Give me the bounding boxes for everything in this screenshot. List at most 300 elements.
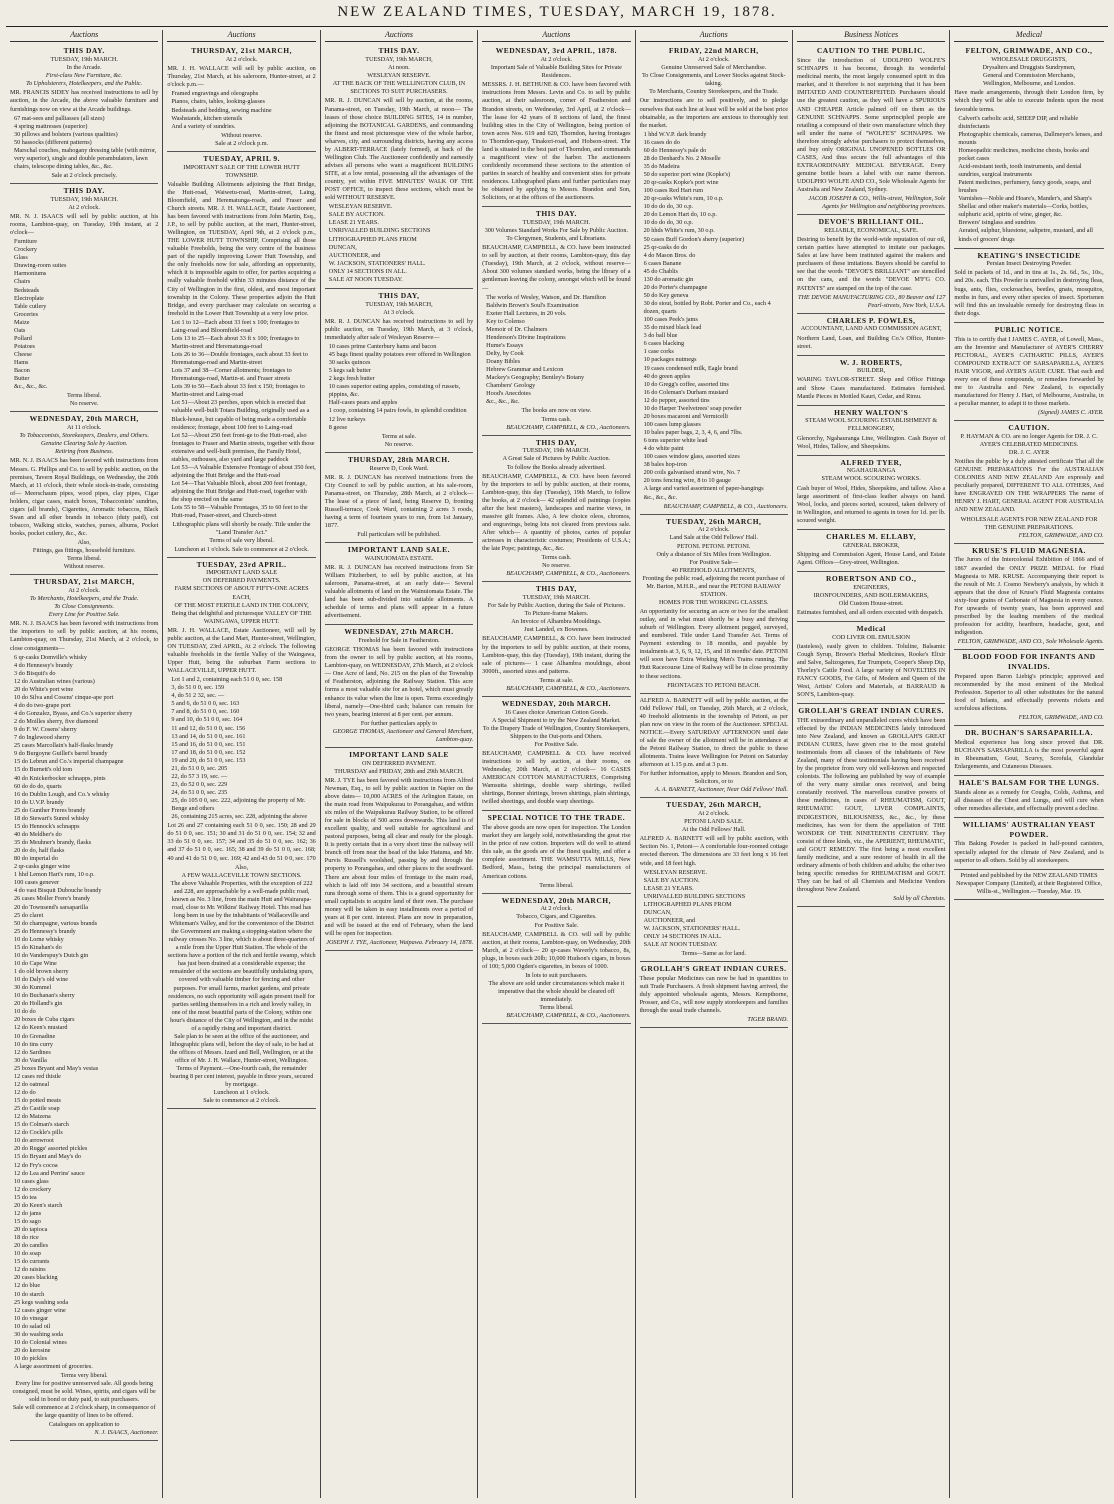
ad-heading: PETONI LAND SALE. xyxy=(684,818,744,826)
ad-heading: Only a distance of Six Miles from Wellington. xyxy=(656,550,772,558)
advertisement xyxy=(954,44,1103,248)
ad-heading: FARM SECTIONS OF ABOUT FIFTY-ONE ACRES EACH, xyxy=(174,585,309,601)
ad-item: 19 cases condensed milk, Eagle brand xyxy=(643,364,738,372)
ad-item: 40 do green apples xyxy=(643,372,691,380)
ad-footer: Terms cash. xyxy=(541,554,572,562)
ad-item: 15 do Hennock's schnapps xyxy=(14,822,80,830)
ad-signature: JACOB JOSEPH & CO., Willis-street, Wellington, Sole Agents for Wellington and neighboring provinces. xyxy=(808,195,946,211)
advertisement xyxy=(797,406,945,456)
ad-item: Delty, by Cook xyxy=(486,350,524,358)
ad-heading: COD LIVER OIL EMULSION xyxy=(832,633,911,641)
ad-footer: For further information, apply to Messrs. Brandon and Son, Solicitors, or to xyxy=(639,770,788,786)
ad-item: 24, do 51 0 0, sec. 235 xyxy=(171,789,228,797)
ad-text: The above goods are now open for inspection. The London market they are largely sold, notwithstanding the great rise in the price of raw cotton. Importers will do well to attend this sale, as the goods are of the finest quality, and offer a complete assortment. THE WAMSUTTA MILLS, New Bedford, Mass., being the principal manufacturers of American cottons. xyxy=(482,824,631,880)
ad-heading: To Picture-frame Makers. xyxy=(524,610,589,618)
column-heading: Medical xyxy=(954,30,1103,42)
ad-item: 12 do Lea and Perrins' sauce xyxy=(14,1169,85,1177)
ad-item: Hams xyxy=(14,359,29,367)
advertisement xyxy=(167,44,315,151)
ad-item: 30 do Kummel xyxy=(14,984,52,992)
ad-signature: GEORGE THOMAS, Auctioneer and General Merchant, Lambton-quay. xyxy=(332,727,474,743)
ad-item: 35 do Madeira xyxy=(643,162,680,170)
ad-item: Drawing-room suites xyxy=(14,262,67,270)
ad-item: 10 do tins curry xyxy=(14,1040,54,1048)
ad-text: Cash buyer of Wool, Hides, Sheepskins, and tallow. Also a large assortment of first-class leather always on hand. Wool, locks, and pieces sorted, scoured, taken delivery of in Wellington, and returned to agents in town for 1d. per lb. scoured weight. xyxy=(796,484,946,524)
ad-item: Table cutlery xyxy=(14,302,47,310)
ad-text: An opportunity for securing an acre or two for the smallest outlay, and in what must shortly be a busy and thriving suburb of Wellington. Every allotment pegged, surveyed, and numbered. Title under Land Transfer Act. Terms of Payment extending to 18 months, and payable by instalments at 3, 6, 9, 12, 15, and 18 months' date. PETONI will soon have Extra Working Men's Trains running. The Hutt Racecourse Line of Railway will be in close proximity to these sections. xyxy=(639,608,788,680)
ad-heading: BUILDER, xyxy=(856,367,886,375)
ad-item: 12 do pepper, assorted tins xyxy=(643,396,710,404)
ad-heading: HENRY WALTON'S xyxy=(834,407,909,417)
ad-item: 12 do do xyxy=(14,1088,36,1096)
ad-item: 20 do Lemon Hart do, 10 o.p. xyxy=(643,211,717,219)
ad-heading: IMPORTANT LAND SALE xyxy=(206,569,278,577)
ad-heading: CAUTION. xyxy=(1008,423,1050,433)
ad-heading: For Positive Sale. xyxy=(534,921,579,929)
ad-heading: TUESDAY, 23rd APRIL. xyxy=(196,559,287,569)
ad-text: MESSRS. J. H. BETHUNE & CO. have been favored with instructions from Messrs. Levin and Co. to sell by public auction, at their salesroom, corner of Featherston and Brandon streets, on Wednesday, 3rd April, at 2 o'clock— The lease for 42 years of 8 sections of land, the finest building sites in the City of Wellington, being portion of town acres Nos. 619 and 620, Thorndon, having frontages to Thorndon-quay, Tinakori-road, and Hobson-street. The land is situated in the best part of Thorndon, and commands a magnificent view of the harbor. The auctioneers confidently recommend these sections to the attention of parties in search of healthy and convenient sites for private residences. Lithographed plans and further particulars may be obtained by applying to Messrs. Brandon and Son, Solicitors, or at the offices of the auctioneers. xyxy=(482,81,631,202)
ad-item-list xyxy=(325,203,473,284)
ad-heading: FELTON, GRIMWADE, AND CO., xyxy=(965,46,1093,56)
ad-item: 26, containing 215 acres, sec. 228, adjoining the above xyxy=(171,813,308,821)
ad-item: 20 do kerosine xyxy=(14,1346,51,1354)
ad-item: 10 do vinegar xyxy=(14,1314,49,1322)
ad-footer: FRONTAGES TO PETONI BEACH. xyxy=(667,681,761,689)
ad-footer: Without reserve. xyxy=(63,563,105,571)
ad-item: 10 packages nutmegs xyxy=(643,356,697,364)
advertisement xyxy=(482,811,630,893)
ad-item: &c., &c., &c. xyxy=(643,493,678,501)
ad-text: (tasteless), easily given to children. Toluline, Balsamic Cough Syrup, Brown's Herbal Medicines, Rooke's Elixir and Salve, Saltzogenes, Ear Trumpets, Cooper's Sheep Dip, Thorley's Cattle Food. A large variety of NOVELTIES IN FANCY GOODS, For Gifts, of Modern and Queen of the West, Artists' Colors and Materials, at BARRAUD & SON'S, Lambton-quay. xyxy=(796,642,946,698)
ad-item: 20 do Keen's starch xyxy=(14,1201,63,1209)
advertisement xyxy=(482,697,630,812)
advertisement xyxy=(797,530,945,572)
ad-item: Lot 1 and 2, containing each 51 0 0, sec. 158 xyxy=(171,676,283,684)
ad-signature: FELTON, GRIMWADE, AND CO., Sole Wholesale Agents. xyxy=(957,638,1104,646)
ad-heading: To Merchants, Country Storekeepers, and the Trade. xyxy=(649,88,779,96)
ad-signature: BEAUCHAMP, CAMPBELL, & CO., Auctioneers. xyxy=(506,1012,631,1020)
ad-item: 30 do stout, bottled by Robt. Porter and Co., each 4 dozen, quarts xyxy=(643,300,771,316)
ad-item: 16 cases do do xyxy=(643,138,680,146)
column-heading: Auctions xyxy=(167,30,315,42)
ad-subheading: First-class New Furniture, &c. xyxy=(45,72,123,80)
ad-heading: For Positive Sale— xyxy=(689,558,738,566)
ad-item: 12 cases ginger wine xyxy=(14,1306,66,1314)
ad-signature: TIGER BRAND. xyxy=(747,1016,788,1024)
ad-item: 12 live turkeys xyxy=(328,415,366,423)
ad-footer: The books are now on view. xyxy=(521,407,592,415)
ad-heading: IRONFOUNDERS, AND BOILERMAKERS, xyxy=(813,591,929,599)
advertisement xyxy=(954,870,1103,900)
ad-item: 28 do Denhard's No. 2 Moselle xyxy=(643,154,721,162)
ad-footer: Sale will commence at 2 o'clock sharp, in consequence of the large quantity of lines to be offered. xyxy=(12,1404,156,1420)
ad-item: LITHOGRAPHED PLANS FROM xyxy=(328,235,417,243)
ad-item: Lot 52—About 250 feet front-ge to the Hutt-road, also frontages to Fraser and Martin streets, together with those extensive and well-built premises, the Family Hotel, stables, outhouses, also yard and large paddock xyxy=(171,431,315,463)
advertisement xyxy=(10,575,158,1440)
advertisement xyxy=(640,962,788,1028)
advertisement xyxy=(640,515,788,694)
ad-heading: CAUTION TO THE PUBLIC. xyxy=(816,46,926,56)
ad-item: DUNCAN, xyxy=(643,908,672,916)
ad-item: Lot 53—A Valuable Extensive Frontage of about 350 feet, adjoining the Hutt Bridge and the Hutt-road xyxy=(171,463,316,479)
ad-heading: KRUSE'S FLUID MAGNESIA. xyxy=(972,545,1086,555)
column-4 xyxy=(478,30,635,1498)
ad-heading: KEATING'S INSECTICIDE xyxy=(977,250,1081,260)
ad-text: ALFRED A. BARNETT will sell by public auction, at the Odd Fellows' Hall, on Tuesday, 26th March, at 2 o'clock, 40 freehold allotments in the township of Petoni, as per plan now on view in the room of the Auctioneer. SPECIAL NOTICE.—Every SATURDAY AFTERNOON until date of sale the owner of the allotment will be in attendance at the Petoni Railway Station, to direct the public to these allotments. Trains leave Wellington for Petoni on Saturday afternoon at 1.15 p.m. and at 3 p.m. xyxy=(639,696,788,769)
ad-heading: TUESDAY, APRIL 9. xyxy=(203,153,280,163)
ad-item: 45 bags finest quality potatoes ever offered in Wellington xyxy=(328,351,471,359)
advertisement xyxy=(325,289,473,453)
ad-item-list xyxy=(167,90,315,130)
ad-signature: N. J. ISAACS, Auctioneer. xyxy=(94,1428,159,1436)
ad-item: Bacon xyxy=(14,367,30,375)
ad-item: 10 do do xyxy=(14,1008,36,1016)
ad-item: 15 do Colman's starch xyxy=(14,1121,69,1129)
ad-item: Lots 26 to 36—Double frontages, each about 33 feet to Herematunga-road and Martin-street xyxy=(171,351,308,367)
ad-item: Furniture xyxy=(14,238,38,246)
ad-item: 100 cases Red Hart rum xyxy=(643,187,704,195)
ad-item: 20 do do, half flasks xyxy=(14,847,65,855)
ad-item: 100 cases window glass, assorted sizes xyxy=(643,453,740,461)
ad-item: 17 and 18, do 51 0 0, sec. 152 xyxy=(171,748,246,756)
ad-item: 25 do Castile soap xyxy=(14,1105,60,1113)
ad-text: Lot 26 and 27 containing each 51 0 0, sec. 150; 28 and 29 do 51 0 0, sec. 151; 30 and 31 do 51 0 0, sec. 154; 32 and 33 do 51 0 0, sec. 157; 34 and 35 do 51 0 0, sec. 162; 36 and 37 do 51 0 0, sec. 165; 38 and 39 do 51 0 0, sec. 168; 40 and 41 do 51 0 0, sec. 169; 42 and 43 do 51 0 0, sec. 170 xyxy=(167,822,316,862)
ad-heading: TUESDAY, 19th MARCH. xyxy=(522,447,591,455)
ad-item: Groceries xyxy=(14,310,39,318)
ad-item: 25 cases Marcollain's half-flasks brandy xyxy=(14,742,114,750)
ad-item: W. JACKSON, STATIONERS' HALL. xyxy=(328,259,426,267)
ad-heading: WHOLESALE DRUGGISTS, xyxy=(991,56,1067,64)
advertisement xyxy=(954,544,1103,650)
advertisement xyxy=(167,152,315,558)
ad-item: Half-cases pears and apples xyxy=(328,399,398,407)
ad-heading: To Close Consignments, and Lower Stocks against Stock-taking. xyxy=(641,72,786,88)
ad-item: Varnishes—Noble and Hoare's, Mander's, and Sharp's xyxy=(958,195,1092,203)
advertisement xyxy=(482,436,630,583)
ad-footer: Terms of Payment.—One-fourth cash, the remainder bearing 8 per cent interest, payable in three years, secured by mortgage. xyxy=(169,1065,314,1089)
ad-item: 10 do U.V.P. brandy xyxy=(14,798,64,806)
ad-heading: Being that delightful and picturesque VALLEY OF THE WAINGAWA, UPPER HUTT. xyxy=(171,609,312,625)
ad-text: MR. R. J. DUNCAN has received instructions from Sir William Fitzherbert, to sell by public auction, at his saleroom, Panama-street, at an early date— Several valuable allotments of land on the Wainuiomata Estate. The land has been sub-divided into suitable allotments. A schedule of terms and plans will appear in a future advertisement. xyxy=(324,563,474,620)
ad-item: 10 do Lorne whisky xyxy=(14,935,64,943)
ad-item-list xyxy=(10,238,158,391)
ad-item: 200 coils galvanised strand wire, No. 7 xyxy=(643,469,741,477)
ad-heading: Genuine Unreserved Sale of Merchandise. xyxy=(661,64,767,72)
ad-item: 4 do do two-grape port xyxy=(14,701,71,709)
ad-item: 10 do Cape Wine xyxy=(14,959,57,967)
ad-item: 38 bales hop-iron xyxy=(643,461,687,469)
ad-item: 10 cases superior eating apples, consisting of russets, pippins, &c. xyxy=(328,383,461,399)
ad-item: 10 do Daly's old wine xyxy=(14,976,69,984)
ad-signature: BEAUCHAMP, CAMPBELL, & CO., Auctioneers. xyxy=(506,684,631,692)
ad-item: &c., &c., &c. xyxy=(486,398,520,406)
ad-heading: Land Sale at the Odd Fellows' Hall. xyxy=(669,534,758,542)
ad-subheading: To Close Consignments. xyxy=(54,603,115,611)
advertisement xyxy=(797,356,945,406)
ad-heading: For Sale by Public Auction, during the Sale of Pictures. xyxy=(487,602,626,610)
ad-item: 35 do Meuhner's brandy, flasks xyxy=(14,839,92,847)
ad-item: 15 and 16, do 51 0 0, sec. 151 xyxy=(171,740,246,748)
ad-item: Cheese xyxy=(14,351,32,359)
ad-item: Framed engravings and oleographs xyxy=(171,90,259,98)
ad-item: Electroplate xyxy=(14,294,44,302)
ad-heading: IMPORTANT LAND SALE. xyxy=(347,545,451,555)
ad-item: UNRIVALLED BUILDING SECTIONS xyxy=(328,227,431,235)
advertisement xyxy=(482,44,630,207)
ad-item: 20 do White's port wine xyxy=(14,685,74,693)
ad-item: 20 do Porter's champagne xyxy=(643,283,708,291)
ad-item: 15 do Bryant and May's do xyxy=(14,1153,81,1161)
ad-footer: Terms liberal. xyxy=(67,555,102,563)
advertisement xyxy=(640,44,788,514)
ad-heading: Medical xyxy=(856,623,886,633)
ad-item: 10 cases glass xyxy=(14,1177,49,1185)
ad-heading: ROBERTSON AND CO., xyxy=(825,573,917,583)
ad-heading: Drysalters and Druggists Sundrymen, xyxy=(982,64,1076,72)
ad-item: 19 and 20, do 51 0 0, sec. 153 xyxy=(171,756,246,764)
advertisement xyxy=(325,543,473,625)
ad-heading: Fronting the public road, adjoining the recent purchase of Mr. Barton, M.H.R., and near the PETONI RAILWAY STATION. xyxy=(642,574,785,598)
advertisement xyxy=(482,207,630,435)
ad-text: Desiring to benefit by the world-wide reputation of our oil, certain parties have attempted to imitate our packages. Sales at law have been instituted against the makers and purchasers of these imitations. Buyers should be careful to see that the words "DEVOE'S BRILLIANT" are stencilled on the cans, and the words "DEVOE M'F'G CO. PATENTS" are stamped on the top of the case. xyxy=(796,236,946,292)
ad-item: 1 do old brown sherry xyxy=(14,968,69,976)
ad-footer: Luncheon at 1 o'clock. Sale to commence at 2 o'clock. xyxy=(174,545,309,553)
ad-heading: PUBLIC NOTICE. xyxy=(994,324,1064,334)
ad-item-list xyxy=(640,131,788,502)
ad-footer: WHOLESALE AGENTS FOR NEW ZEALAND FOR THE GENUINE PREPARATIONS. xyxy=(960,515,1098,531)
ad-heading: THIS DAY, xyxy=(535,437,577,447)
ad-heading: At 2 o'clock. xyxy=(697,56,730,64)
ad-heading: CHARLES P. FOWLES, xyxy=(826,315,916,325)
ad-heading: STEAM WOOL SCOURING WORKS. xyxy=(821,475,921,483)
ad-footer: For further particulars apply to xyxy=(360,719,438,727)
advertisement xyxy=(797,44,945,215)
column-heading: Auctions xyxy=(10,30,158,42)
ad-text: MR. N. J. ISAACS has been favored with instructions from Messrs. G. Phillips and Co. to sell by public auction, on the premises, Tavern Royal Buildings, on Wednesday, the 20th March, at 11 o'clock, their whole stock-in-trade, consisting of— Meerschaum pipes, wood pipes, clay pipes, Cigar holders, cigar cases, match boxes, Tobacconists' sundries, cigars (all brands), Cigarettes, Aromatic tobaccos, Black Swan and all other brands in tobacco (duty paid), cut tobacco, Walking sticks, watches, purses, albums, Pocket books, pocket cutlery, &c., &c. xyxy=(10,457,159,538)
ad-item: Baldwin Brown's Soul's Examination xyxy=(486,301,579,309)
ad-item: 15 do sago xyxy=(14,1217,41,1225)
ad-footer: Full particulars will be published. xyxy=(357,531,441,539)
ad-heading: P. HAYMAN & CO. are no longer Agents for DR. J. C. AYER'S CELEBRATED MEDICINES. xyxy=(960,432,1098,448)
ad-signature: THE DEVOE MANUFACTURING CO., 80 Beaver and 127 Pearl-streets, New York, U.S.A. xyxy=(798,293,946,309)
advertisement xyxy=(954,776,1103,818)
ad-item: 12 do raisins xyxy=(14,1266,46,1274)
ad-item: 25 kegs washing soda xyxy=(14,1298,69,1306)
ad-item: Aerated, sulphur, bluestone, saltpetre, mustard, and all kinds of grocers' drugs xyxy=(958,227,1093,243)
ad-item: 20 do Holland's gin xyxy=(14,1000,63,1008)
ad-item: 6 qr-casks Domville's whisky xyxy=(14,653,87,661)
ad-item: 50 cases Buff Gordon's sherry (superior) xyxy=(643,235,745,243)
ad-item: Pollard xyxy=(14,334,32,342)
ad-item: 12 do Sardines xyxy=(14,1048,51,1056)
ad-item: 12 do oatmeal xyxy=(14,1080,50,1088)
ad-heading: SPECIAL NOTICE TO THE TRADE. xyxy=(487,813,626,823)
ad-item: 10 do Harper Twelvetrees' soap powder xyxy=(643,404,742,412)
ad-signature: JOSEPH J. TYE, Auctioneer, Waipawa. February 14, 1878. xyxy=(326,939,474,947)
ad-item: A large assortment of groceries. xyxy=(14,1363,93,1371)
ad-item: Shellac and other maker's materials—Corks, bottles, sulphuric acid, spirits of wine, ginger, &c. xyxy=(958,203,1089,219)
ad-item: LITHOGRAPHED PLANS FROM xyxy=(643,900,732,908)
ad-heading: In the Arcade. xyxy=(66,64,102,72)
ad-heading: TUESDAY, 26th MARCH, xyxy=(666,516,762,526)
ad-heading: At 11 o'clock. xyxy=(66,424,102,432)
ad-item: The works of Wesley, Watson, and Dr. Hamilton xyxy=(486,293,606,301)
ad-item: AUCTIONEER, and xyxy=(643,916,696,924)
advertisement xyxy=(797,314,945,356)
ad-item: &c., &c., &c. xyxy=(14,383,48,391)
ad-text: Shipping and Commission Agent, House Land, and Estate Agent. Offices—Grey-street, Wellington. xyxy=(796,550,946,566)
advertisement xyxy=(797,704,945,907)
ad-item: 7 and 8, do 51 0 0, sec. 160 xyxy=(171,708,240,716)
ad-item: 20 cases blacking xyxy=(14,1274,58,1282)
ad-item-list xyxy=(167,676,315,821)
ad-item-list xyxy=(167,319,315,521)
ad-heading: THIS DAY, xyxy=(535,584,577,594)
ad-item: A large and varied assortment of paper-hangings xyxy=(643,485,764,493)
ad-item: Bedsteads and bedding, sewing machine xyxy=(171,106,272,114)
ad-item: 20 hhds White's rum, 30 o.p. xyxy=(643,227,715,235)
ad-item: SALE BY AUCTION. xyxy=(328,211,385,219)
ad-item: 7 do Inglewood sherry xyxy=(14,734,70,742)
ad-item: 1 hhd Lemon Hart's rum, 10 o.p. xyxy=(14,871,95,879)
ad-item: 12 do Maizena xyxy=(14,1113,51,1121)
ad-item: 20 do tapioca xyxy=(14,1226,48,1234)
advertisement xyxy=(640,694,788,799)
ad-item: 12 cases red thistle xyxy=(14,1072,61,1080)
ad-item: Maize xyxy=(14,318,30,326)
column-3 xyxy=(321,30,478,1498)
ad-footer: Terms cash. xyxy=(541,415,572,423)
ad-footer: Terms—Same as for land. xyxy=(681,950,747,958)
ad-item: 23, do 52 0 0, sec. 229 xyxy=(171,780,228,788)
ad-item: 12 do crockery xyxy=(14,1185,52,1193)
ad-heading: TUESDAY, 19th MARCH, xyxy=(365,300,433,308)
ad-heading: PETONI. PETONI. PETONI. xyxy=(677,542,751,550)
ad-footer: Terms liberal. xyxy=(539,881,574,889)
ad-item: AUCTIONEER, and xyxy=(328,251,381,259)
ad-item: 25 boxes Bryant and May's vestas xyxy=(14,1064,99,1072)
ad-item: 26 cases Moller Frere's brandy xyxy=(14,895,91,903)
ad-item: 40 do Knickerbocker schnapps, pints xyxy=(14,774,106,782)
ad-footer: Lithographic plans will shortly be ready. Title under the "Land Transfer Act." xyxy=(172,521,311,537)
ad-item: 50 do champagne, various brands xyxy=(14,919,97,927)
ad-heading: DR. BUCHAN'S SARSAPARILLA. xyxy=(965,728,1093,738)
advertisement xyxy=(325,44,473,289)
ad-item: 2 do Moilles sherry, five diamond xyxy=(14,718,98,726)
ad-item: 1 hhd W.V.P. dark brandy xyxy=(643,130,707,138)
advertisement xyxy=(167,558,315,1110)
ad-text: BEAUCHAMP, CAMPBELL, & CO. have been instructed to sell by auction, at their rooms, Lambton-quay, this day (Tuesday), 19th March, at 2 o'clock, without reserve— About 300 volumes standard works, being the library of a gentleman leaving the colony, amongst which will be found— xyxy=(482,244,631,292)
ad-heading: An Invoice of Alhambra Mouldings. xyxy=(511,618,602,626)
ad-footer: Terms at sale. xyxy=(539,676,574,684)
ad-item: 6 cases blacking xyxy=(643,340,685,348)
ad-item: Lots 13 to 25—Each about 33 ft x 100; frontages to Martin-street and Herematunga-road xyxy=(171,334,300,350)
ad-item: 10 do Buchanan's sherry xyxy=(14,992,75,1000)
ad-item: 25, do 105 0 0, sec. 222, adjoining the property of Mr. Benge and others xyxy=(171,797,306,813)
ad-item-list xyxy=(640,869,788,950)
ad-item: 10 do arrowroot xyxy=(14,1137,54,1145)
ad-item: 20 boxes de Cuba cigars xyxy=(14,1016,75,1024)
advertisement xyxy=(325,625,473,748)
ad-heading: WEDNESDAY, 20th MARCH, xyxy=(501,895,611,905)
ad-item: 16 do Dublin Lough, and Co.'s whisky xyxy=(14,790,110,798)
ad-heading: At 2 o'clock. xyxy=(68,203,100,211)
ad-footer: The above Valuable Properties, with the exception of 222 and 228, are approachable by a well-made public road, known as No. 3 line, from the main Hutt and Wairarapa-road, close to Mr. Wilkins' Railway Hotel. This road has long been in use by the inhabitants of Wallaceville and Whiteman's Valley, and for the convenience of the District the Government are making a stopping-station where the railway crosses No. 3 line, which is about three-quarters of a mile from the Upper Hutt Station. The whole of the sections have a portion of the rich and fertile swamp, which has just been drained at a considerable expense; the remainder of the sections are beautifully undulating spurs, covered with valuable timber for fencing and other purposes. For small farms, market gardens, and private residences, no such opportunity will again present itself for parties settling themselves in a rich and lovely valley, in one of the most beautiful parts of the Colony, within one hour's distance of the City of Wellington, and in the midst of a rapidly rising and important district. xyxy=(167,879,316,1032)
ad-text: Estimates furnished, and all orders executed with despatch. xyxy=(796,608,944,616)
ad-item: 10 do Grenadine xyxy=(14,1032,56,1040)
ad-text: MR. J. H. WALLACE, Estate Auctioneer, will sell by public auction, at the Land Mart, Hunter-street, Wellington, ON TUESDAY, 23rd APRIL, At 2 o'clock. The following valuable freeholds in the fertile Valley of the Waingawa, Upper Hutt, being the suburban Farm sections to WALLACEVILLE, UPPER HUTT. xyxy=(167,626,316,675)
ad-item: 10 do pickles xyxy=(14,1355,47,1363)
ad-item: DUNCAN, xyxy=(328,243,357,251)
ad-heading: To Clergymen, Students, and Librarians. xyxy=(506,235,607,243)
ad-item: Pianos, chairs, tables, looking-glasses xyxy=(171,98,265,106)
ad-item: 11 and 12, do 51 0 0, sec. 156 xyxy=(171,724,246,732)
ad-text: Since the introduction of UDOLPHO WOLFE'S SCHNAPPS it has become, through its wonderful medicinal merits, the most largely consumed spirit in this market, and it therefore is not surprising that it has been IMITATED AND COUNTERFEITED. Purchasers should use the greatest caution, as they will have a SPURIOUS AND CHEAPER Article palmed off on them as the GENUINE SCHNAPPS. Some unprincipled people are retailing a compound of their own manufacture which they sell under the name of "WOLFE'S" SCHNAPPS. We therefore strongly advise purchasers to protect themselves, and buy only ORIGINAL UNOPENED BOTTLES OR CASES, And thus secure the full advantages of this EXTRAORDINARY MEDICAL BEVERAGE. Every genuine bottle bears a label with our name thereon. UDOLPHO WOLFE AND CO., Sole Wholesale Agents for Australia and New Zealand, Sydney. xyxy=(796,57,946,194)
ad-item: Key to Colenso xyxy=(486,317,525,325)
ad-item: 16 do Coleman's Durham mustard xyxy=(643,388,729,396)
ad-heading: TUESDAY, 19th MARCH. xyxy=(50,195,118,203)
ad-heading: HALE'S BALSAM FOR THE LUNGS. xyxy=(958,778,1100,788)
advertisement xyxy=(797,215,945,313)
ad-item: 9 and 10, do 51 0 0, sec. 164 xyxy=(171,716,243,724)
ad-item: Henderson's Divine Inspirations xyxy=(486,333,566,341)
ad-heading: STEAM WOOL SCOURING ESTABLISHMENT & FELLMONGERY, xyxy=(805,417,938,433)
ad-text: The Jurors of the Intercolonial Exhibition of 1866 and of 1867 awarded the ONLY PRIZE MEDAL for Fluid Magnesia to MR. KRUSE. Accompanying their report is the result of Mr. J. Cosmo Newbery's analysis, by which it appears that the dose of Kruse's Fluid Magnesia contains sixty-four grains of Carbonate of Magnesia in every ounce. For upwards of twenty years, has been approved and prescribed by the leading members of the medical profession for acidity, heartburn, headache, gout, and indigestion. xyxy=(954,556,1104,637)
ad-text: GEORGE THOMAS has been favored with instructions from the owner to sell by public auction, at his rooms, Lambton-quay, on WEDNESDAY, 27th March, at 2 o'clock— One Acre of land, No. 215 on the plan of the Township of Featherston, adjoining the Railway Station. This acre forms a most valuable site for an hotel, which must greatly enhance its value when the line is open. Terms exceedingly liberal, namely—One-third cash; balance can remain for two years, bearing interest at 8 per cent. per annum. xyxy=(324,646,474,718)
ad-item: 10 do salad oil xyxy=(14,1322,51,1330)
ad-heading: HOMES FOR THE WORKING CLASSES. xyxy=(658,598,769,606)
ad-text: Medical experience has long since proved that DR. BUCHAN'S SARSAPARILLA is the most powerful agent in Rheumatism, Gout, Scurvy, Scrofula, Glandular Enlargements, and Cutaneous Diseases. xyxy=(954,738,1104,770)
ad-text: BEAUCHAMP, CAMPBELL, & CO. have been favored by the importers to sell by public auction, at their rooms, Lambton-quay, this day (Tuesday), 19th March, to follow the books, at 2 o'clock— 42 splendid oil paintings (copies after the best masters), landscapes and marine views, in massive gilt frames. Also, A few choice oleos, chromos, and engravings, being lots not cleared from previous sale. After which— A quantity of photos, cartes of popular actresses in characteristic costumes; Presidents of U.S.A.; the late Pope; paintings, &c., &c. xyxy=(482,472,631,553)
ad-item: Brewers' isinglass and sundries xyxy=(958,219,1036,227)
ad-text: Valuable Building Allotments adjoining the Hutt Bridge, the Hutt-road, Waiwetu-road, Martin-street, Laing, Bloomfield, and Herematunga-roads, and Fraser and Church streets. MR. J. H. WALLACE, Estate Auctioneer, has been favored with instructions from John Martin, Esq., J.P., to sell by public auction, at the mart, Hunter-street, Wellington, on TUESDAY, April 9th, at 2 o'clock p.m., THE LOWER HUTT TOWNSHIP, Comprising all those valuable Freeholds, being the very centre of the business part of the rapidly improving Lower Hutt Township, and the only freeholds now for sale, affording an opportunity, which it is impossible again to offer, for parties acquiring a really valuable freehold within 33 minutes distance of the City of Wellington in the first, oldest, and most important township in the Colony. These properties adjoin the Hutt Bridge, and every purchaser may calculate on securing a freehold in the Lower Hutt Township at a very low price. xyxy=(167,180,316,317)
ad-heading: THURSDAY and FRIDAY, 28th and 29th MARCH. xyxy=(334,767,464,775)
ad-heading: W. J. ROBERTS, xyxy=(839,357,903,367)
ad-signature: Sold by all Chemists. xyxy=(893,895,946,903)
ad-heading: At noon. xyxy=(388,64,410,72)
ad-item: 100 cases genever xyxy=(14,879,60,887)
ad-text: THE extraordinary and unparalleled cures which have been effected by the INDIAN MEDICINES lately introduced into New Zealand, and known as GROLLAH'S GREAT INDIAN CURES, have given rise to the most grateful testimonials from all classes of the inhabitants of New Zealand, many of these testimonials having been received by the proprietor from very old well-known and respected colonists. The following are published by way of example of the very many similar ones received, and being constantly received. The marvellous curative powers of these medicines, in cases of RHEUMATISM, GOUT, RHEUMATIC GOUT, LIVER COMPLAINTS, INDIGESTION, BILIOUSNESS, &c., &c., by these medicines, has won for them the appellation of THE WONDER OF THE NINETEENTH CENTURY. They consist of three kinds, viz., the APERIENT, RHEUMATIC, and GOUT REMEDY. The first being a most excellent family medicine, and a sure restorer of health in all the ordinary ailments of both children and adults; the other two being specific remedies for RHEUMATISM and GOUT. They can be had of all Chemists and Medicine Vendors throughout New Zealand. xyxy=(796,716,946,894)
ad-footer: Fittings, gas fittings, household furniture. xyxy=(32,547,136,555)
column-5 xyxy=(636,30,793,1498)
ad-item: Marschal couches, mahogany dressing table (with mirror, very superior), single and double perambulators, lawn chairs, telescope dining tables, &c., &c. xyxy=(14,146,157,170)
ad-item: 35 do mixed black lead xyxy=(643,324,702,332)
advertisement xyxy=(482,894,630,1025)
ad-item: Calvert's carbolic acid, SHEEP DIP, and reliable disinfectants xyxy=(958,114,1079,130)
ad-heading: 40 FREEHOLD ALLOTMENTS, xyxy=(671,566,756,574)
ad-text: BEAUCHAMP, CAMPBELL, & CO. have been instructed by the importers to sell by public auction, at their rooms, Lambton-quay, this day (Tuesday), 19th instant, during the sale of pictures— 1 case Alhambra mouldings, about 3000ft., assorted sizes and patterns. xyxy=(482,635,631,675)
column-heading: Auctions xyxy=(325,30,473,42)
ad-item: 100 cases Peek's jams xyxy=(643,316,698,324)
advertisement xyxy=(797,622,945,704)
ad-heading: RELIABLE, ECONOMICAL, SAFE. xyxy=(824,227,919,235)
ad-heading: At 2 o'clock. xyxy=(697,526,730,534)
ad-item: Hume's Essays xyxy=(486,341,524,349)
ad-item: 100 cases lump glasses xyxy=(643,420,701,428)
ad-footer: Sale to commence at 2 o'clock. xyxy=(203,1097,280,1105)
ad-heading: TUESDAY, 19th MARCH, xyxy=(365,56,433,64)
ad-heading: Old Custom House-street. xyxy=(838,599,904,607)
ad-item: Patent medicines, perfumery, fancy goods, soaps, and brushes xyxy=(958,179,1091,195)
ad-item: 20 do candles xyxy=(14,1242,49,1250)
ad-subheading: Genuine Clearing Sale by Auction. xyxy=(41,440,128,448)
ad-heading: WEDNESDAY, 27th MARCH. xyxy=(344,627,454,637)
masthead: NEW ZEALAND TIMES, TUESDAY, MARCH 19, 1878. xyxy=(337,4,777,20)
ad-item: Lot 1 to 12—Each about 33 feet x 100; frontages to Laing-road and Bloomfield-road xyxy=(171,318,300,334)
ad-item: Mackey's Geography; Bentley's Botany xyxy=(486,374,585,382)
ad-text: These popular Medicines can now be had in quantities to suit Trade Purchasers. A fresh shipment having arrived, the duly appointed wholesale agents, Messrs. Kempthorne, Prosser, and Co., will now supply storekeepers and families through the usual trade channels. xyxy=(639,975,788,1015)
ad-item: 80 do imperial do xyxy=(14,855,58,863)
